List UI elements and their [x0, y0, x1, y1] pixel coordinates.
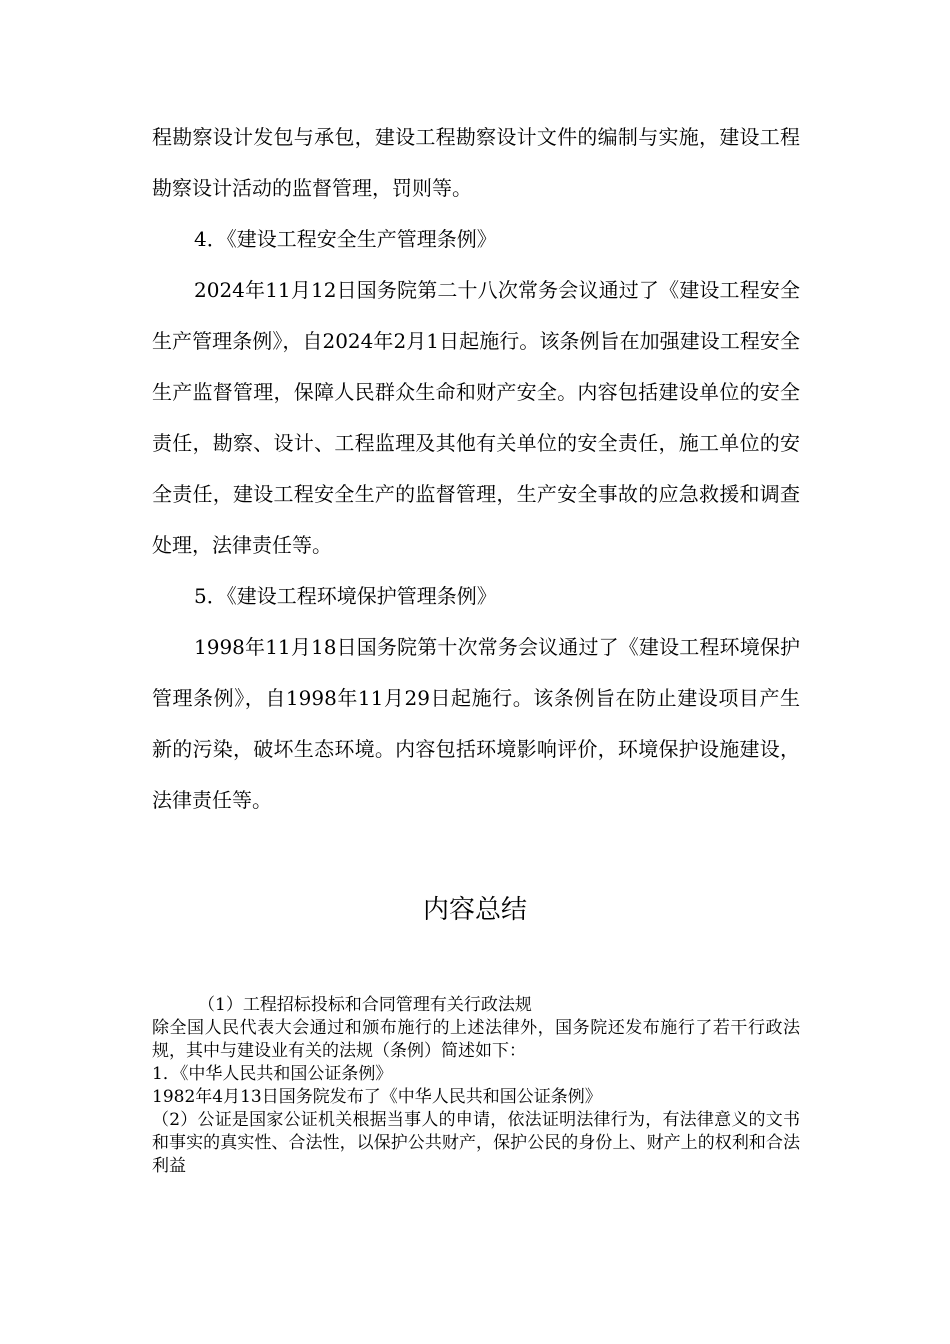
summary-line-5: （2）公证是国家公证机关根据当事人的申请，依法证明法律行为，有法律意义的文书和事实的真实性、合法性，以保护公共财产，保护公民的身份上、财产上的权利和合法利益	[152, 1110, 800, 1176]
summary-line-3: 1．《中华人民共和国公证条例》	[152, 1064, 393, 1084]
paragraph-regulation-5: 1998年11月18日国务院第十次常务会议通过了《建设工程环境保护管理条例》，自1998年11月29日起施行。该条例旨在防止建设项目产生新的污染，破坏生态环境。内容包括环境影响评价，环境保护设施建设，法律责任等。	[152, 635, 800, 812]
summary-title: 内容总结	[422, 895, 527, 925]
paragraph-1: 程勘察设计发包与承包，建设工程勘察设计文件的编制与实施，建设工程勘察设计活动的监督管理，罚则等。	[152, 125, 800, 200]
paragraph-regulation-4: 2024年11月12日国务院第二十八次常务会议通过了《建设工程安全生产管理条例》，自2024年2月1日起施行。该条例旨在加强建设工程安全生产监督管理，保障人民群众生命和财产安全。内容包括建设单位的安全责任，勘察、设计、工程监理及其他有关单位的安全责任，施工单位的安全责任，建设工程安全生产的监督管理，生产安全事故的应急救援和调查处理，法律责任等。	[152, 278, 800, 557]
summary-line-4: 1982年4月13日国务院发布了《中华人民共和国公证条例》	[152, 1087, 602, 1107]
summary-body	[152, 994, 800, 1178]
heading-regulation-5: 5．《建设工程环境保护管理条例》	[194, 584, 497, 608]
document-body	[152, 112, 800, 826]
heading-regulation-4: 4．《建设工程安全生产管理条例》	[194, 227, 497, 251]
summary-line-1: （1）工程招标投标和合同管理有关行政法规	[198, 995, 532, 1015]
summary-line-2: 除全国人民代表大会通过和颁布施行的上述法律外，国务院还发布施行了若干行政法规，其中与建设业有关的法规（条例）简述如下：	[152, 1018, 800, 1061]
